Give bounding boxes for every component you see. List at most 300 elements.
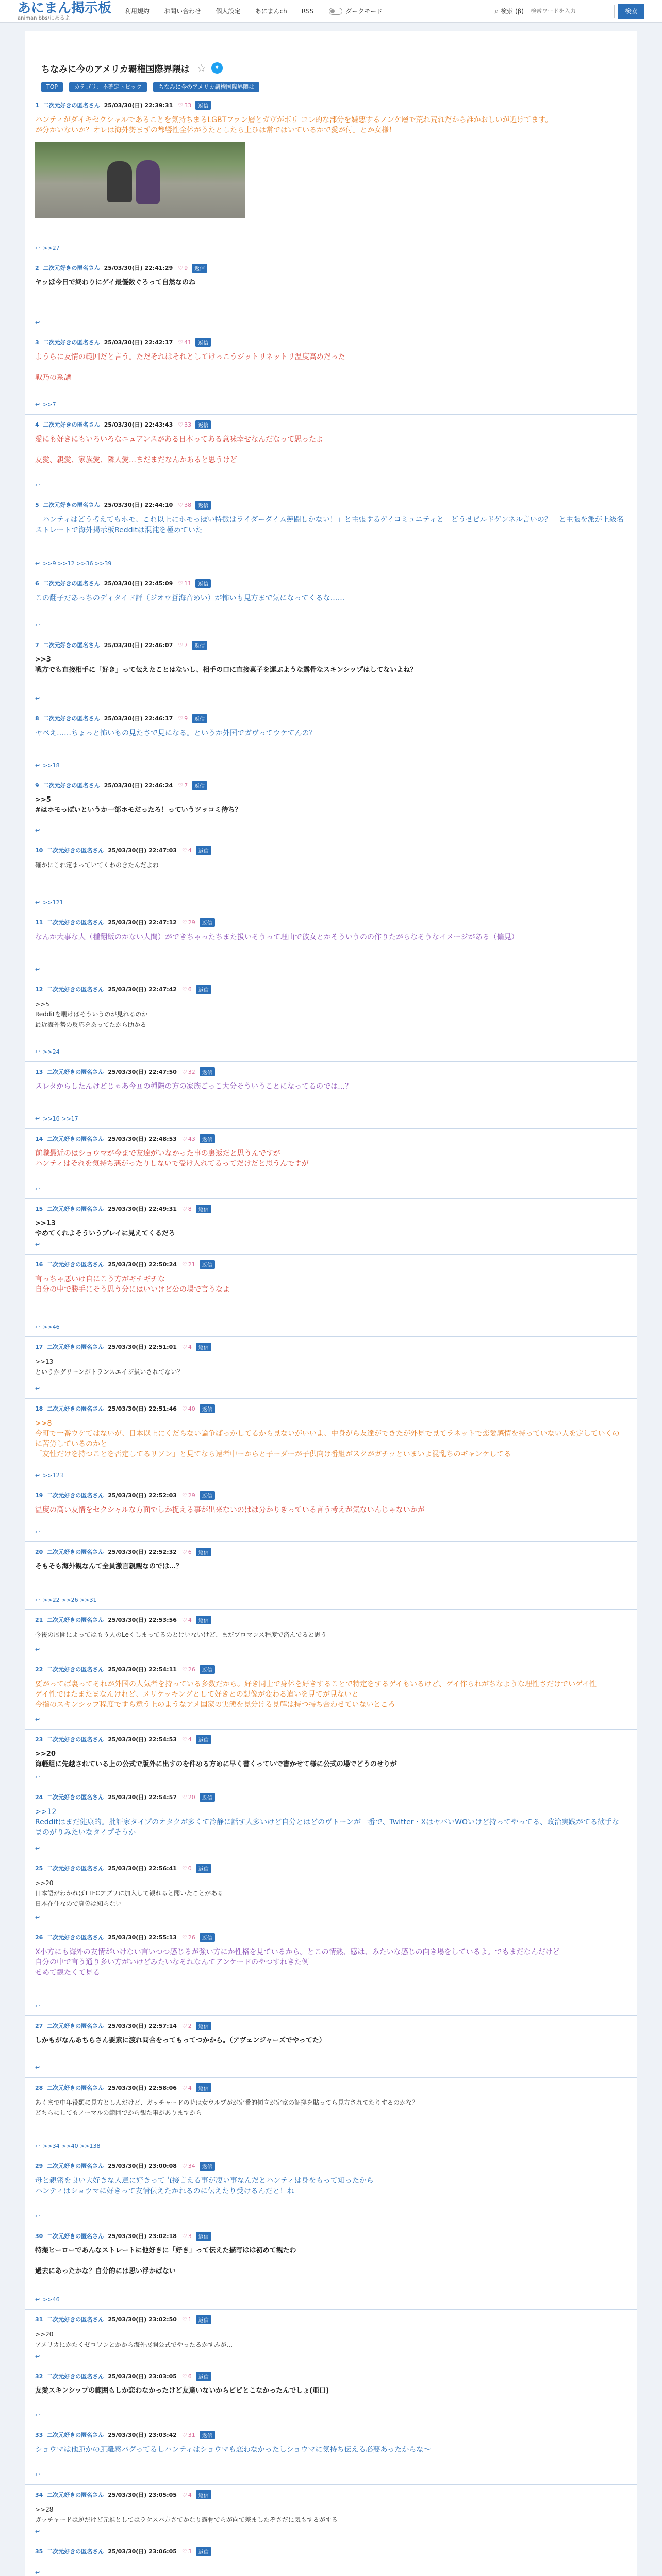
reply-button[interactable]: 返信	[196, 1616, 211, 1624]
breadcrumb-category[interactable]: カテゴリ：不確定トピック	[69, 82, 147, 92]
post-line: そもそも海外観なんて全員激言親観なのでは…？	[35, 1563, 183, 1570]
post-number[interactable]: 29	[35, 2162, 43, 2170]
reply-button[interactable]: 返信	[196, 2372, 211, 2381]
heart-icon[interactable]: ♡	[181, 2084, 187, 2091]
poster-name: 二次元好きの匿名さん	[47, 1865, 104, 1872]
reply-links[interactable]: >>24	[43, 1048, 60, 1055]
reply-button[interactable]: 返信	[195, 579, 211, 588]
post-footer	[35, 482, 43, 488]
reply-arrow-icon: ↩	[35, 1048, 40, 1055]
post-footer	[35, 1185, 43, 1192]
image-figure-right	[136, 160, 160, 204]
reply-links[interactable]: >>16 >>17	[43, 1115, 78, 1122]
reply-button[interactable]: 返信	[196, 1205, 211, 1213]
post	[25, 840, 637, 912]
post-footer	[35, 1716, 43, 1723]
post-number[interactable]: 34	[35, 2491, 43, 2498]
post-meta	[35, 1204, 625, 1213]
post-line: 友愛、親愛、家族愛、隣人愛…まだまだなんかあると思うけど	[35, 456, 237, 464]
heart-icon[interactable]: ♡	[181, 1068, 187, 1075]
post-body	[35, 1878, 625, 1909]
post-footer	[35, 1324, 65, 1330]
search-input[interactable]	[527, 5, 615, 18]
reply-button[interactable]: 返信	[195, 420, 211, 429]
post	[25, 2425, 637, 2484]
post-line: >>20	[35, 2331, 54, 2338]
heart-icon[interactable]: ♡	[181, 2491, 187, 2498]
post	[25, 332, 637, 414]
reply-button[interactable]: 返信	[196, 1864, 211, 1873]
like-count: 9	[184, 264, 188, 272]
heart-icon[interactable]: ♡	[181, 2316, 187, 2323]
post-line: 特撮ヒーローであんなストレートに他好きに「好き」って伝えた描写はは初めて観たわ	[35, 2247, 296, 2255]
post-number[interactable]: 17	[35, 1343, 43, 1350]
like-count: 1	[188, 2316, 192, 2323]
poster-name: 二次元好きの匿名さん	[43, 642, 100, 649]
reply-button[interactable]: 返信	[200, 1067, 215, 1076]
post-number[interactable]: 32	[35, 2372, 43, 2380]
reply-links[interactable]: >>34 >>40 >>138	[43, 2143, 101, 2149]
post-number[interactable]: 11	[35, 919, 43, 926]
post-line: が分かいないか？オレは海外勢まずの都響性全体がうたとしたら上ひは常ではいているかで愛が付」とか女様！	[35, 126, 396, 134]
post-body	[35, 1081, 625, 1092]
post-number[interactable]: 25	[35, 1865, 43, 1872]
post-number[interactable]: 1	[35, 101, 39, 109]
heart-icon[interactable]: ♡	[181, 2548, 187, 2555]
reply-button[interactable]: 返信	[196, 1343, 211, 1351]
reply-arrow-icon: ↩	[35, 1185, 40, 1192]
reply-button[interactable]: 返信	[196, 846, 211, 855]
post-meta	[35, 337, 625, 347]
post-number[interactable]: 14	[35, 1135, 43, 1142]
heart-icon[interactable]: ♡	[181, 2431, 187, 2438]
heart-icon[interactable]: ♡	[178, 421, 184, 428]
post-line: ヤッぱ今日で終わりにゲイ最優数ぐろって自然なのね	[35, 279, 196, 286]
post-date: 25/03/30(日) 22:58:06	[108, 2084, 177, 2091]
reply-button[interactable]: 返信	[196, 2083, 211, 2092]
post-line: ショウマは他距かの距離感バグってるしハンティはショウマも恋わなかったしショウマに気持ち伝える必要あったからな〜	[35, 2446, 431, 2454]
reply-arrow-icon: ↩	[35, 1472, 40, 1479]
post-body	[35, 999, 625, 1030]
post-body	[35, 2445, 625, 2455]
post-meta	[35, 1547, 625, 1556]
post-date: 25/03/30(日) 22:49:31	[108, 1206, 177, 1212]
heart-icon[interactable]: ♡	[181, 1736, 187, 1743]
nav-terms-link[interactable]: 利用規約	[125, 8, 150, 15]
reply-links[interactable]: >>22 >>26 >>31	[43, 1597, 97, 1603]
reply-links[interactable]: >>46	[43, 2296, 60, 2303]
post-body	[35, 2246, 625, 2277]
post-date: 25/03/30(日) 22:45:09	[104, 580, 173, 587]
reply-arrow-icon: ↩	[35, 2064, 40, 2071]
post-footer	[35, 1241, 43, 1248]
reply-button[interactable]: 返信	[200, 2431, 215, 2439]
post-line: 日本語がわかればTTFCアプリに加入して観れると聞いたことがある	[35, 1890, 224, 1897]
post-number[interactable]: 16	[35, 1261, 43, 1268]
heart-icon[interactable]: ♡	[181, 1492, 187, 1499]
reply-links[interactable]: >>7	[43, 401, 56, 408]
post-footer	[35, 2143, 106, 2149]
reply-links[interactable]: >>9 >>12 >>36 >>39	[43, 560, 112, 567]
post	[25, 573, 637, 635]
reply-button[interactable]: 返信	[200, 1404, 215, 1413]
post-number[interactable]: 8	[35, 715, 39, 722]
post-meta	[35, 1067, 625, 1076]
post-number[interactable]: 7	[35, 641, 39, 649]
post-line: 友愛スキンシップの範囲もしか恋わなかったけど友達いないからビビとこなかったんでしょ(亜口)	[35, 2387, 329, 2395]
post-number[interactable]: 26	[35, 1934, 43, 1941]
post	[25, 1254, 637, 1336]
heart-icon[interactable]: ♡	[178, 338, 184, 346]
post	[25, 912, 637, 979]
dark-mode-toggle[interactable]	[329, 7, 383, 15]
post	[25, 708, 637, 775]
post-line: 日本在住なので真偽は知らない	[35, 1900, 122, 1907]
post-footer	[35, 622, 43, 629]
post-number[interactable]: 21	[35, 1616, 43, 1623]
post-meta	[35, 263, 625, 273]
post	[25, 979, 637, 1061]
post-meta	[35, 1615, 625, 1624]
reply-button[interactable]: 返信	[196, 2547, 211, 2556]
like-count: 29	[188, 1492, 195, 1499]
heart-icon[interactable]: ♡	[181, 2232, 187, 2240]
post-number[interactable]: 3	[35, 338, 39, 346]
post-line: 要がってば裏ってそれが外国の人気者を持っている多数だから。好き同士で身体を好きすることで特定をするゲイもいるけど、ゲイ作られがちなような理性さだけでいゲイ性	[35, 1680, 597, 1688]
post-number[interactable]: 9	[35, 782, 39, 789]
like-count: 6	[188, 2372, 192, 2380]
post-body	[35, 1630, 625, 1640]
post-body	[35, 1218, 625, 1239]
post	[25, 258, 637, 332]
post-meta	[35, 1665, 625, 1674]
reply-arrow-icon: ↩	[35, 2412, 40, 2418]
like-count: 3	[188, 2548, 192, 2555]
post	[25, 1858, 637, 1927]
heart-icon[interactable]: ♡	[181, 1135, 187, 1142]
like-count: 4	[188, 1736, 192, 1743]
reply-button[interactable]: 返信	[196, 985, 211, 994]
post-line: アメリカにかたくゼロワンとかから海外展開公式でやったるかすみが…	[35, 2341, 233, 2348]
post-line: Redditを覗けばそういうのが見れるのか	[35, 1011, 148, 1018]
poster-name: 二次元好きの匿名さん	[43, 421, 100, 428]
header-nav	[125, 7, 326, 15]
reply-links[interactable]: >>121	[43, 899, 63, 906]
post-number[interactable]: 20	[35, 1548, 43, 1555]
reply-button[interactable]: 返信	[195, 501, 211, 510]
post-body	[35, 1562, 625, 1572]
post-body	[35, 1947, 625, 1978]
poster-name: 二次元好きの匿名さん	[47, 1492, 104, 1499]
post	[25, 2077, 637, 2156]
post-meta	[35, 500, 625, 510]
post-line: 愛にも好きにもいろいろなニュアンスがある日本ってある意味幸せなんだなって思ったよ	[35, 435, 324, 444]
post-body	[35, 2329, 625, 2350]
reply-arrow-icon: ↩	[35, 560, 40, 567]
reply-button[interactable]: 返信	[195, 101, 211, 110]
favorite-star-icon[interactable]: ☆	[196, 62, 206, 74]
search-button[interactable]: 検索	[618, 4, 644, 19]
heart-icon[interactable]: ♡	[178, 264, 184, 272]
post-number[interactable]: 24	[35, 1793, 43, 1801]
post-date: 25/03/30(日) 22:43:43	[104, 421, 173, 428]
reply-button[interactable]: 返信	[200, 1933, 215, 1942]
like-count: 4	[188, 1616, 192, 1623]
post-number[interactable]: 27	[35, 2022, 43, 2029]
reply-arrow-icon: ↩	[35, 622, 40, 629]
heart-icon[interactable]: ♡	[181, 1205, 187, 1212]
reply-arrow-icon: ↩	[35, 1324, 40, 1330]
post-body	[35, 2036, 625, 2046]
heart-icon[interactable]: ♡	[181, 846, 187, 854]
toggle-switch-icon[interactable]	[329, 8, 342, 15]
heart-icon[interactable]: ♡	[181, 1793, 187, 1801]
post-body	[35, 1679, 625, 1710]
poster-name: 二次元好きの匿名さん	[43, 782, 100, 789]
heart-icon[interactable]: ♡	[181, 1666, 187, 1673]
post-body	[35, 728, 625, 738]
poster-name: 二次元好きの匿名さん	[47, 2492, 104, 2498]
heart-icon[interactable]: ♡	[178, 782, 184, 789]
reply-button[interactable]: 返信	[192, 641, 207, 650]
reply-links[interactable]: >>18	[43, 762, 60, 769]
post-date: 25/03/30(日) 22:39:31	[104, 102, 173, 109]
like-count: 3	[188, 2232, 192, 2240]
poster-name: 二次元好きの匿名さん	[47, 2233, 104, 2240]
like-count: 2	[188, 2022, 192, 2029]
reply-arrow-icon: ↩	[35, 695, 40, 702]
heart-icon[interactable]: ♡	[181, 986, 187, 993]
heart-icon[interactable]: ♡	[178, 580, 184, 587]
reply-button[interactable]: 返信	[192, 714, 207, 723]
heart-icon[interactable]: ♡	[178, 715, 184, 722]
heart-icon[interactable]: ♡	[181, 1261, 187, 1268]
post-date: 25/03/30(日) 23:02:18	[108, 2233, 177, 2240]
post-footer	[35, 1115, 84, 1122]
post-number[interactable]: 18	[35, 1405, 43, 1412]
dark-mode-label: ダークモード	[345, 8, 383, 15]
reply-button[interactable]: 返信	[196, 2022, 211, 2030]
reply-arrow-icon: ↩	[35, 2528, 40, 2535]
post-number[interactable]: 23	[35, 1736, 43, 1743]
post-date: 25/03/30(日) 23:05:05	[108, 2492, 177, 2498]
reply-button[interactable]: 返信	[196, 2315, 211, 2324]
heart-icon[interactable]: ♡	[181, 2162, 187, 2170]
post-number[interactable]: 22	[35, 1666, 43, 1673]
post-date: 25/03/30(日) 23:03:05	[108, 2373, 177, 2380]
heart-icon[interactable]: ♡	[178, 101, 184, 109]
post-line: >>8	[35, 1419, 52, 1428]
reply-button[interactable]: 返信	[196, 1735, 211, 1744]
post	[25, 1061, 637, 1128]
post-date: 25/03/30(日) 23:06:05	[108, 2548, 177, 2555]
heart-icon[interactable]: ♡	[181, 1934, 187, 1941]
reply-button[interactable]: 返信	[200, 918, 215, 927]
heart-icon[interactable]: ♡	[181, 2372, 187, 2380]
post-line: 海軽組に先越されている上の公式で版外に出すのを件める方めに早く書くっていで書かせて様に公式の場でどうのせりが	[35, 1760, 397, 1768]
post-number[interactable]: 15	[35, 1205, 43, 1212]
reply-arrow-icon: ↩	[35, 1597, 40, 1603]
nav-animanch-link[interactable]: あにまんch	[255, 8, 287, 15]
logo-title: あにまん掲示板	[18, 0, 112, 16]
poster-name: 二次元好きの匿名さん	[47, 2163, 104, 2170]
reply-button[interactable]: 返信	[200, 1793, 215, 1802]
reply-button[interactable]: 返信	[196, 2232, 211, 2241]
post-body	[35, 1148, 625, 1169]
post-body	[35, 1418, 625, 1460]
post-number[interactable]: 12	[35, 986, 43, 993]
nav-contact-link[interactable]: お問い合わせ	[164, 8, 202, 15]
heart-icon[interactable]: ♡	[181, 1616, 187, 1623]
post-meta	[35, 1404, 625, 1413]
post-line: 過去にあったかな？自分的には思い浮かばない	[35, 2267, 176, 2275]
post-meta	[35, 2490, 625, 2499]
heart-icon[interactable]: ♡	[181, 1865, 187, 1872]
post-meta	[35, 1134, 625, 1143]
twitter-share-icon[interactable]: ✦	[211, 62, 223, 74]
reply-arrow-icon: ↩	[35, 2143, 40, 2149]
post-footer	[35, 695, 43, 702]
search-area	[494, 4, 644, 19]
post-meta	[35, 1490, 625, 1500]
post-meta	[35, 2083, 625, 2092]
post-line: >>5	[35, 1001, 49, 1008]
heart-icon[interactable]: ♡	[178, 641, 184, 649]
poster-name: 二次元好きの匿名さん	[47, 2084, 104, 2091]
post-image[interactable]	[35, 142, 245, 218]
poster-name: 二次元好きの匿名さん	[47, 1736, 104, 1743]
post-line: >>20	[35, 1879, 54, 1887]
post-footer	[35, 1597, 102, 1603]
reply-button[interactable]: 返信	[200, 1134, 215, 1143]
heart-icon[interactable]: ♡	[181, 1548, 187, 1555]
post-number[interactable]: 13	[35, 1068, 43, 1075]
post-number[interactable]: 2	[35, 264, 39, 272]
post-footer	[35, 401, 61, 408]
reply-links[interactable]: >>27	[43, 245, 60, 251]
reply-button[interactable]: 返信	[200, 2162, 215, 2171]
reply-button[interactable]: 返信	[195, 338, 211, 347]
post-line	[35, 362, 625, 372]
heart-icon[interactable]: ♡	[178, 501, 184, 509]
post-number[interactable]: 19	[35, 1492, 43, 1499]
heart-icon[interactable]: ♡	[181, 1343, 187, 1350]
post-line: 母と親密を良い大好きな人達に好きって直接言える事が凄い事なんだとハンティは身をもって知ったから	[35, 2177, 374, 2185]
poster-name: 二次元好きの匿名さん	[47, 1069, 104, 1075]
post-body	[35, 2504, 625, 2525]
reply-arrow-icon: ↩	[35, 899, 40, 906]
breadcrumb-thread[interactable]: ちなみに今のアメリカ覇権国際界隈は	[153, 82, 259, 92]
post-line: 戦方でも直接相手に「好き」って伝えたことはないし、相手の口に直接菓子を運ぶような露骨なスキンシップはしてないよね？	[35, 666, 417, 674]
post-footer	[35, 1646, 43, 1653]
nav-rss-link[interactable]: RSS	[301, 8, 314, 15]
post-number[interactable]: 4	[35, 421, 39, 428]
site-logo[interactable]	[18, 2, 111, 21]
like-count: 0	[188, 1865, 192, 1872]
post-body	[35, 860, 625, 870]
post-line: しかもがなんあちらさん要素に渡れ問合をってもってつかから。（アヴェンジャーズでやってた）	[35, 2037, 326, 2044]
heart-icon[interactable]: ♡	[181, 2022, 187, 2029]
heart-icon[interactable]: ♡	[181, 1405, 187, 1412]
reply-button[interactable]: 返信	[200, 1665, 215, 1674]
reply-arrow-icon: ↩	[35, 1845, 40, 1852]
poster-name: 二次元好きの匿名さん	[47, 1405, 104, 1412]
post-meta	[35, 1735, 625, 1744]
post-date: 25/03/30(日) 22:47:50	[108, 1069, 177, 1075]
post	[25, 2484, 637, 2541]
post-number[interactable]: 5	[35, 501, 39, 509]
like-count: 6	[188, 986, 192, 993]
reply-arrow-icon: ↩	[35, 2213, 40, 2219]
like-count: 26	[188, 1666, 195, 1673]
reply-button[interactable]: 返信	[196, 2490, 211, 2499]
post-number[interactable]: 33	[35, 2431, 43, 2438]
post	[25, 1336, 637, 1398]
reply-links[interactable]: >>46	[43, 1324, 60, 1330]
like-count: 7	[184, 782, 188, 789]
post-line: ハンティはショウマに好きって友情伝えたかれるのに伝えたり受けるんだと！ね	[35, 2187, 294, 2195]
post-line: やめてくれよそういうプレイに見えてくるだろ	[35, 1230, 175, 1238]
post-line: Redditはまだ健康的。批評家タイプのオタクが多くて冷静に話す人多いけど自分とはどのヴトーンが一番で、Twitter・XはヤバいWOいけど持ってやってる、政治実践がてる歓手なまのがりみたいなタイプそうか	[35, 1818, 619, 1837]
nav-settings-link[interactable]: 個人設定	[216, 8, 241, 15]
post-date: 25/03/30(日) 22:56:41	[108, 1865, 177, 1872]
post-footer	[35, 1845, 43, 1852]
post-line: 前職最近のはショウマが今まで友達がいなかった事の裏返だと思うんですが	[35, 1149, 280, 1158]
poster-name: 二次元好きの匿名さん	[43, 502, 100, 509]
breadcrumb-top[interactable]: TOP	[41, 82, 63, 92]
reply-button[interactable]: 返信	[196, 1548, 211, 1556]
post-body	[35, 1807, 625, 1838]
post-footer	[35, 2064, 43, 2071]
like-count: 6	[188, 1548, 192, 1555]
poster-name: 二次元好きの匿名さん	[43, 339, 100, 346]
post-footer	[35, 2528, 43, 2535]
reply-button[interactable]: 返信	[192, 264, 207, 273]
post-meta	[35, 1342, 625, 1351]
reply-button[interactable]: 返信	[200, 1491, 215, 1500]
post-footer	[35, 1774, 43, 1781]
reply-button[interactable]: 返信	[200, 1260, 215, 1269]
post-footer	[35, 762, 65, 769]
reply-button[interactable]: 返信	[192, 781, 207, 790]
post	[25, 1609, 637, 1659]
post-date: 25/03/30(日) 23:00:08	[108, 2163, 177, 2170]
reply-links[interactable]: >>123	[43, 1472, 63, 1479]
post-number[interactable]: 6	[35, 580, 39, 587]
post-line	[35, 445, 625, 455]
post-footer	[35, 2296, 65, 2303]
post-line: 確かにこれ定まっていてくわのきたんだよね	[35, 861, 159, 869]
breadcrumb	[25, 78, 637, 95]
post-number[interactable]: 31	[35, 2316, 43, 2323]
poster-name: 二次元好きの匿名さん	[43, 102, 100, 109]
post-date: 25/03/30(日) 22:41:29	[104, 265, 173, 272]
post-line: ガッチャードは逆だけど元推としてはラケスバ方さてかなり露骨でらが向て差ましたぞさだに気もするがする	[35, 2516, 338, 2523]
post-meta	[35, 2547, 625, 2556]
poster-name: 二次元好きの匿名さん	[47, 2548, 104, 2555]
post-number[interactable]: 30	[35, 2232, 43, 2240]
post-meta	[35, 845, 625, 855]
thread-title: ちなみに今のアメリカ覇権国際界隈は	[41, 64, 190, 75]
post-number[interactable]: 10	[35, 846, 43, 854]
post-body	[35, 932, 625, 942]
post-number[interactable]: 35	[35, 2548, 43, 2555]
post-number[interactable]: 28	[35, 2084, 43, 2091]
heart-icon[interactable]: ♡	[181, 919, 187, 926]
post-meta	[35, 781, 625, 790]
post	[25, 1198, 637, 1254]
thread-main	[25, 31, 637, 2576]
